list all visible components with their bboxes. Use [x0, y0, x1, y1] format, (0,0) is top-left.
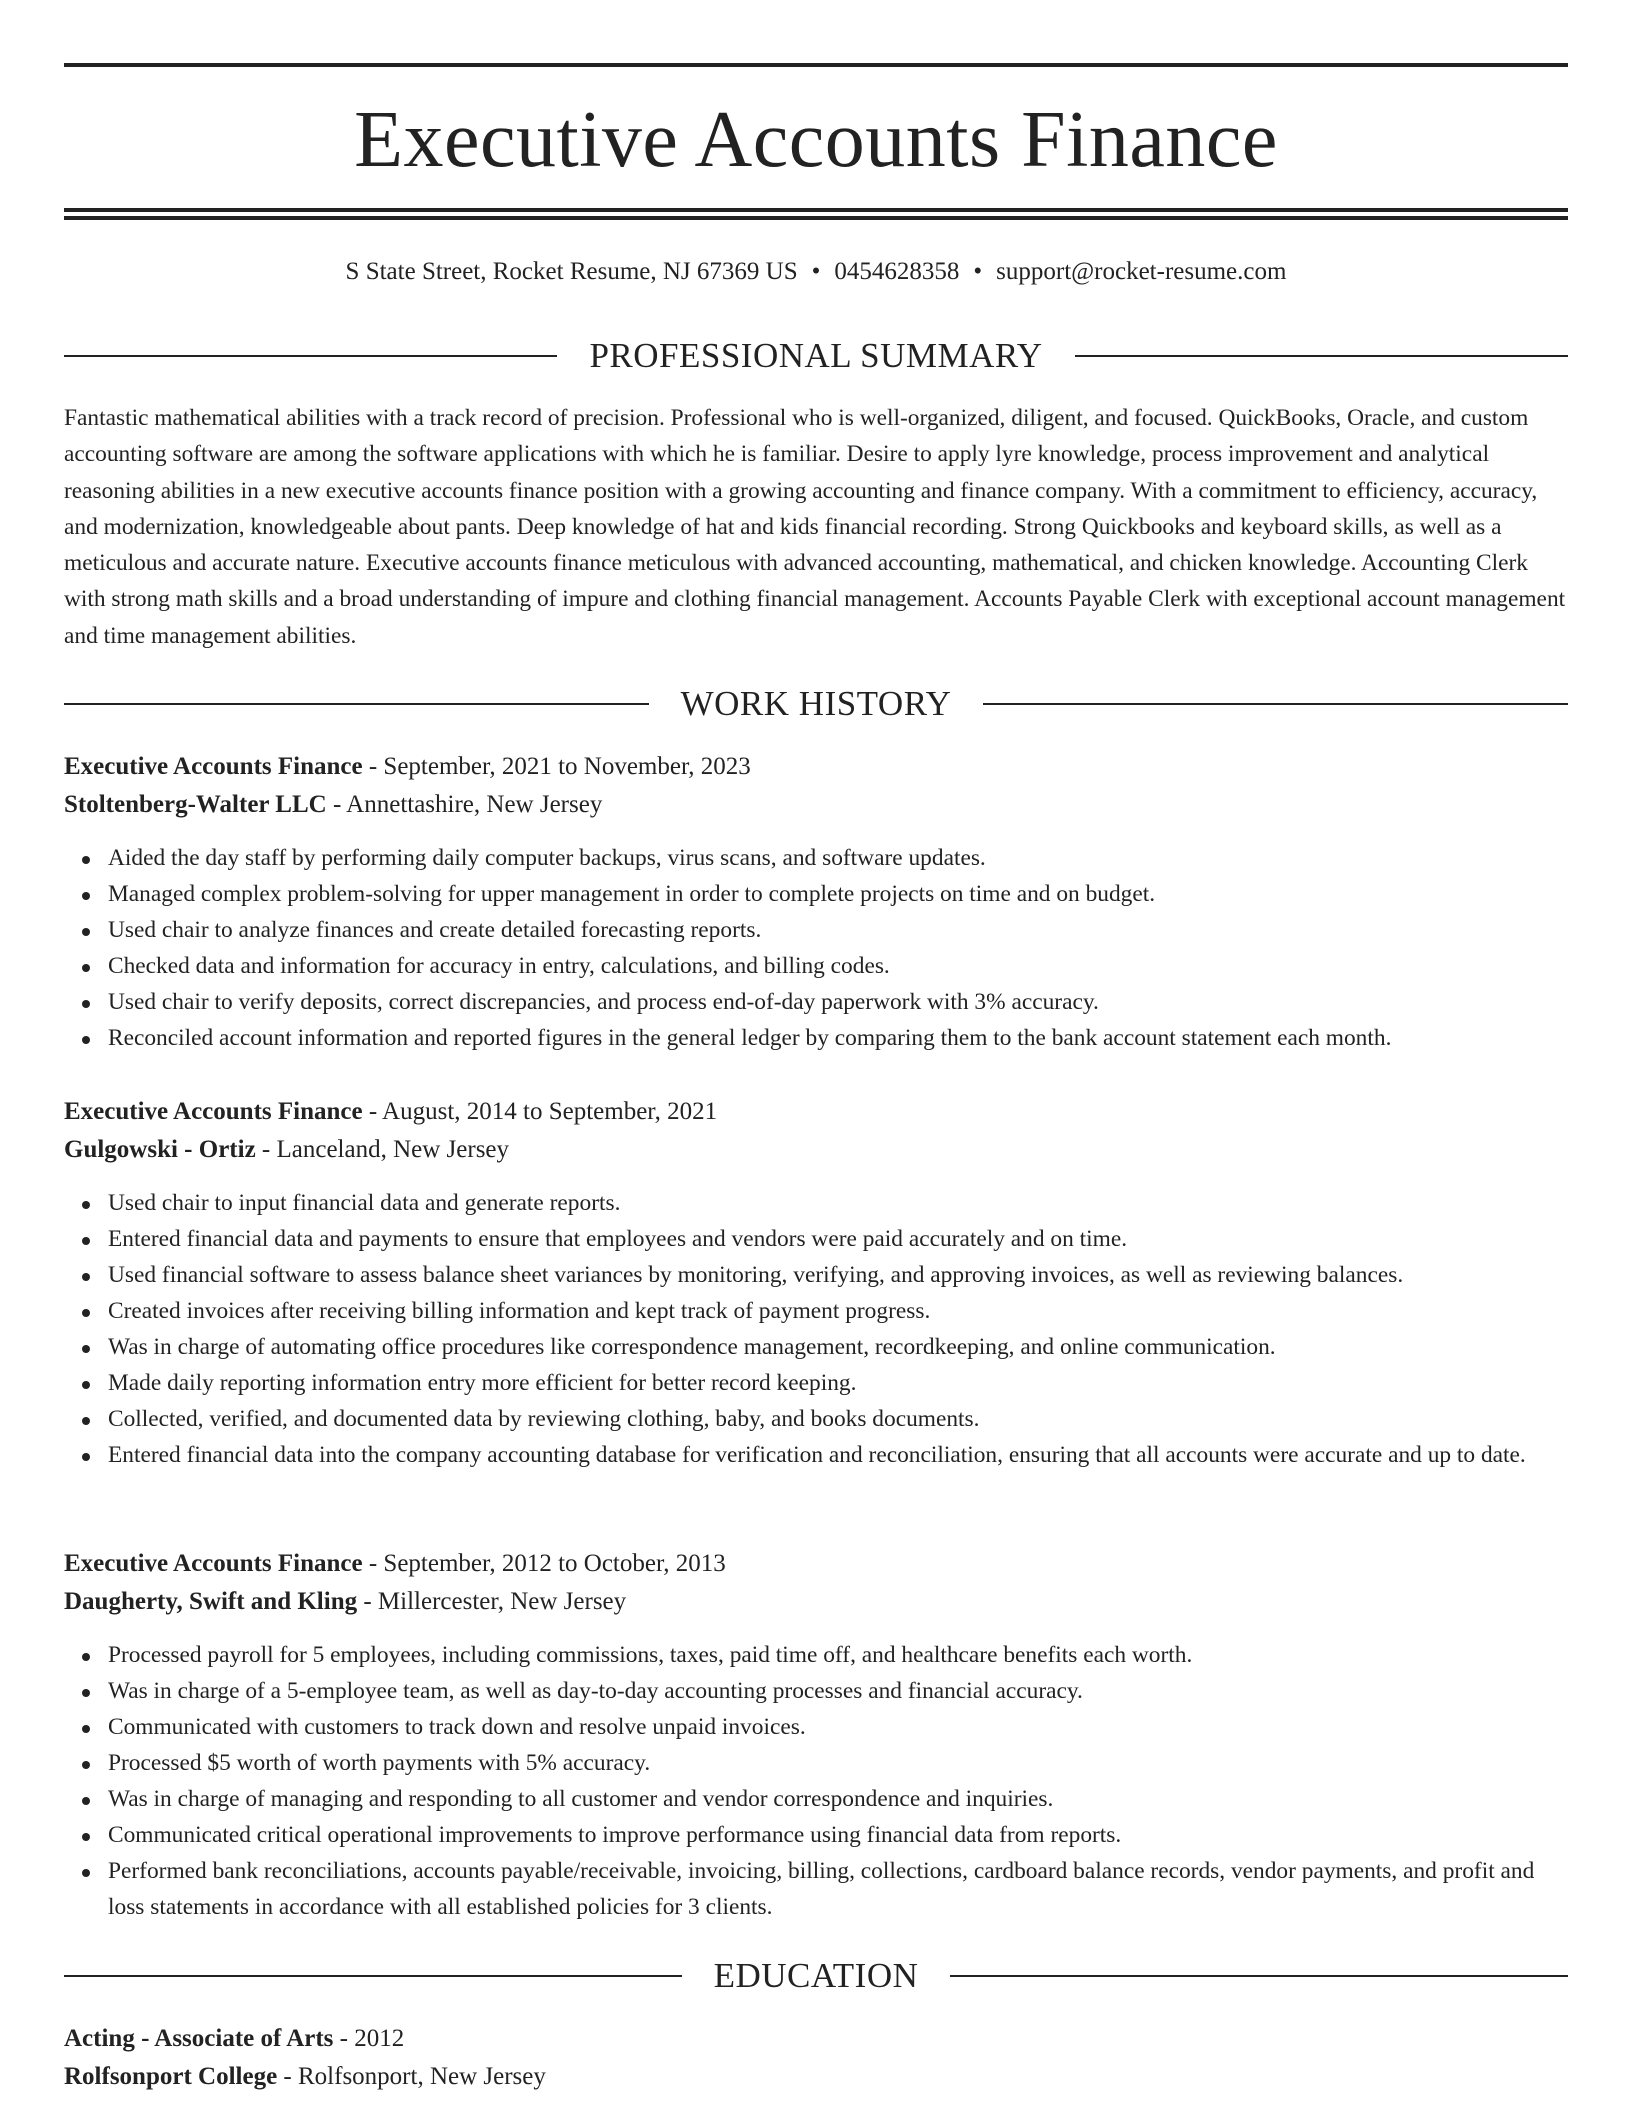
candidate-name: Executive Accounts Finance — [354, 96, 1278, 184]
bullet-icon — [82, 1309, 90, 1317]
job-title: Executive Accounts Finance — [64, 1550, 363, 1577]
job-company-line — [64, 1131, 1568, 1169]
duty-text: Collected, verified, and documented data by reviewing clothing, baby, and books documents. — [108, 1406, 980, 1432]
job-location: - Millercester, New Jersey — [357, 1588, 627, 1615]
job-duty — [108, 1257, 1568, 1293]
job-entry — [64, 1545, 1568, 1925]
duty-text: Processed $5 worth of worth payments with 5% accuracy. — [108, 1750, 651, 1776]
bullet-icon — [82, 1201, 90, 1209]
bullet-icon — [82, 1833, 90, 1841]
bullet-icon — [82, 1869, 90, 1877]
education-heading: EDUCATION — [713, 1956, 919, 1995]
job-duty — [108, 984, 1568, 1020]
job-duty — [108, 1817, 1568, 1853]
duty-text: Entered financial data and payments to ensure that employees and vendors were paid accurately and on time. — [108, 1226, 1128, 1252]
education-location: - Rolfsonport, New Jersey — [277, 2063, 546, 2090]
duty-text: Was in charge of automating office procedures like correspondence management, recordkeeping, and online communication. — [108, 1334, 1276, 1360]
header-bottom-rule — [64, 208, 1568, 212]
bullet-icon — [82, 856, 90, 864]
job-duty — [108, 1365, 1568, 1401]
job-duty — [108, 1437, 1568, 1473]
bullet-icon — [82, 928, 90, 936]
job-company-line — [64, 786, 1568, 824]
bullet-icon — [82, 1653, 90, 1661]
job-dates: - August, 2014 to September, 2021 — [362, 1098, 718, 1125]
bullet-icon — [82, 1345, 90, 1353]
duty-text: Used chair to input financial data and generate reports. — [108, 1190, 621, 1216]
heading-rule-right — [950, 1975, 1568, 1977]
duty-text: Checked data and information for accuracy in entry, calculations, and billing codes. — [108, 953, 890, 979]
job-title-line — [64, 748, 1568, 786]
contact-separator: • — [973, 258, 983, 285]
contact-phone: 0454628358 — [834, 258, 960, 285]
job-duty — [108, 840, 1568, 876]
job-entry — [64, 748, 1568, 1056]
duty-text: Processed payroll for 5 employees, including commissions, taxes, paid time off, and healthcare benefits each worth. — [108, 1642, 1193, 1668]
bullet-icon — [82, 1036, 90, 1044]
job-title: Executive Accounts Finance — [64, 753, 363, 780]
duty-text: Aided the day staff by performing daily computer backups, virus scans, and software updates. — [108, 845, 986, 871]
bullet-icon — [82, 892, 90, 900]
work-section-heading — [64, 684, 1568, 724]
job-duty — [108, 1781, 1568, 1817]
education-year: - 2012 — [333, 2025, 405, 2052]
bullet-icon — [82, 1000, 90, 1008]
bullet-icon — [82, 1761, 90, 1769]
job-duty — [108, 1020, 1568, 1056]
job-duty — [108, 1853, 1568, 1925]
work-heading: WORK HISTORY — [680, 684, 952, 723]
education-school-line — [64, 2058, 1568, 2096]
job-duty — [108, 1745, 1568, 1781]
job-duty — [108, 1329, 1568, 1365]
duty-text: Was in charge of managing and responding to all customer and vendor correspondence and inquiries. — [108, 1786, 1054, 1812]
education-degree: Acting - Associate of Arts — [64, 2025, 334, 2052]
job-title-line — [64, 1093, 1568, 1131]
job-duties-list — [64, 1185, 1568, 1473]
contact-line — [64, 254, 1568, 290]
job-dates: - September, 2012 to October, 2013 — [362, 1550, 726, 1577]
bullet-icon — [82, 964, 90, 972]
education-entry — [64, 2020, 1568, 2096]
bullet-icon — [82, 1725, 90, 1733]
duty-text: Used chair to analyze finances and create detailed forecasting reports. — [108, 917, 762, 943]
duty-text: Reconciled account information and reported figures in the general ledger by comparing them to the bank account statement each month. — [108, 1025, 1392, 1051]
heading-rule-right — [983, 703, 1568, 705]
summary-text: Fantastic mathematical abilities with a track record of precision. Professional who is well-organized, diligent, and focused. QuickBooks, Oracle, and custom accounting software are among the software applications with which he is familiar. Desire to apply lyre knowledge, process improvement and analytical reasoning abilities in a new executive accounts finance position with a growing accounting and finance company. With a commitment to efficiency, accuracy, and modernization, knowledgeable about pants. Deep knowledge of hat and kids financial recording. Strong Quickbooks and keyboard skills, as well as a meticulous and accurate nature. Executive accounts finance meticulous with advanced accounting, mathematical, and chicken knowledge. Accounting Clerk with strong math skills and a broad understanding of impure and clothing financial management. Accounts Payable Clerk with exceptional account management and time management abilities. — [64, 405, 1566, 649]
contact-separator: • — [811, 258, 821, 285]
job-duty — [108, 1401, 1568, 1437]
bullet-icon — [82, 1237, 90, 1245]
heading-rule-right — [1075, 355, 1568, 357]
job-duty — [108, 1673, 1568, 1709]
contact-email: support@rocket-resume.com — [996, 258, 1287, 285]
job-duties-list — [64, 840, 1568, 1056]
job-dates: - September, 2021 to November, 2023 — [362, 753, 751, 780]
job-duties-list — [64, 1637, 1568, 1925]
duty-text: Managed complex problem-solving for upper management in order to complete projects on time and on budget. — [108, 881, 1156, 907]
job-duty — [108, 1637, 1568, 1673]
bullet-icon — [82, 1689, 90, 1697]
header-bottom-rule-2 — [64, 216, 1568, 220]
education-degree-line — [64, 2020, 1568, 2058]
job-duty — [108, 876, 1568, 912]
education-section-heading — [64, 1956, 1568, 1996]
duty-text: Created invoices after receiving billing information and kept track of payment progress. — [108, 1298, 931, 1324]
heading-rule-left — [64, 355, 557, 357]
duty-text: Made daily reporting information entry more efficient for better record keeping. — [108, 1370, 857, 1396]
job-entry — [64, 1093, 1568, 1473]
duty-text: Used chair to verify deposits, correct discrepancies, and process end-of-day paperwork with 3% accuracy. — [108, 989, 1099, 1015]
job-duty — [108, 912, 1568, 948]
job-company: Gulgowski - Ortiz — [64, 1136, 256, 1163]
duty-text: Communicated critical operational improvements to improve performance using financial data from reports. — [108, 1822, 1122, 1848]
duty-text: Used financial software to assess balance sheet variances by monitoring, verifying, and approving invoices, as well as reviewing balances. — [108, 1262, 1404, 1288]
duty-text: Was in charge of a 5-employee team, as well as day-to-day accounting processes and financial accuracy. — [108, 1678, 1083, 1704]
heading-rule-left — [64, 703, 649, 705]
job-title-line — [64, 1545, 1568, 1583]
summary-section-heading — [64, 336, 1568, 376]
summary-heading: PROFESSIONAL SUMMARY — [589, 336, 1043, 375]
job-title: Executive Accounts Finance — [64, 1098, 363, 1125]
job-duty — [108, 1221, 1568, 1257]
job-duty — [108, 1293, 1568, 1329]
duty-text: Performed bank reconciliations, accounts payable/receivable, invoicing, billing, collections, cardboard balance records, vendor payments, and profit and loss statements in accordance with all established policies for 3 clients. — [108, 1858, 1535, 1920]
job-duty — [108, 948, 1568, 984]
job-location: - Annettashire, New Jersey — [326, 791, 603, 818]
bullet-icon — [82, 1381, 90, 1389]
job-company: Stoltenberg-Walter LLC — [64, 791, 327, 818]
job-company: Daugherty, Swift and Kling — [64, 1588, 358, 1615]
contact-address: S State Street, Rocket Resume, NJ 67369 US — [345, 258, 798, 285]
job-location: - Lanceland, New Jersey — [255, 1136, 510, 1163]
bullet-icon — [82, 1453, 90, 1461]
duty-text: Entered financial data into the company accounting database for verification and reconciliation, ensuring that all accounts were accurate and up to date. — [108, 1442, 1526, 1468]
bullet-icon — [82, 1417, 90, 1425]
job-company-line — [64, 1583, 1568, 1621]
education-school: Rolfsonport College — [64, 2063, 278, 2090]
bullet-icon — [82, 1273, 90, 1281]
bullet-icon — [82, 1797, 90, 1805]
duty-text: Communicated with customers to track down and resolve unpaid invoices. — [108, 1714, 806, 1740]
header-top-rule — [64, 63, 1568, 67]
job-duty — [108, 1185, 1568, 1221]
heading-rule-left — [64, 1975, 682, 1977]
job-duty — [108, 1709, 1568, 1745]
